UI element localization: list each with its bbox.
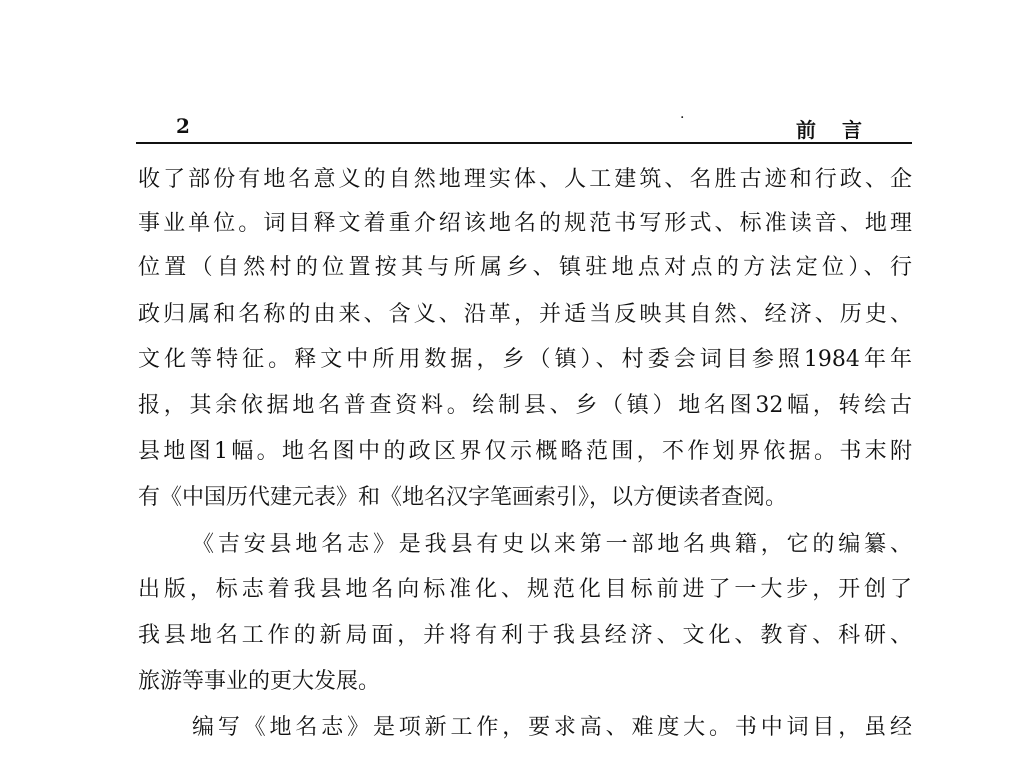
page-header: [136, 108, 912, 142]
text-line: 出版，标志着我县地名向标准化、规范化目标前进了一大步，开创了: [138, 577, 912, 602]
text-line: 政归属和名称的由来、含义、沿革，并适当反映其自然、经济、历史、: [138, 302, 912, 327]
text-line: 收了部份有地名意义的自然地理实体、人工建筑、名胜古迹和行政、企: [138, 167, 912, 192]
text-line: 事业单位。词目释文着重介绍该地名的规范书写形式、标准读音、地理: [138, 211, 912, 236]
header-rule: [136, 142, 912, 144]
text-line: 文化等特征。释文中所用数据，乡（镇）、村委会词目参照1984年年: [138, 347, 912, 372]
text-line: 旅游等事业的更大发展。: [138, 669, 381, 694]
text-line: 位置（自然村的位置按其与所属乡、镇驻地点对点的方法定位）、行: [138, 255, 912, 280]
page-number: 2: [176, 114, 190, 138]
paragraph-first-line: 《吉安县地名志》是我县有史以来第一部地名典籍，它的编纂、: [192, 532, 912, 557]
section-title: 前言: [796, 118, 888, 142]
text-line: 有《中国历代建元表》和《地名汉字笔画索引》，以方便读者查阅。: [138, 485, 788, 510]
text-line: 报，其余依据地名普查资料。绘制县、乡（镇）地名图32幅，转绘古: [138, 393, 912, 418]
paragraph-first-line: 编写《地名志》是项新工作，要求高、难度大。书中词目，虽经: [192, 715, 912, 740]
text-line: 县地图1幅。地名图中的政区界仅示概略范围，不作划界依据。书末附: [138, 439, 912, 464]
header-mark: ·: [680, 110, 685, 126]
text-line: 我县地名工作的新局面，并将有利于我县经济、文化、教育、科研、: [138, 623, 912, 648]
